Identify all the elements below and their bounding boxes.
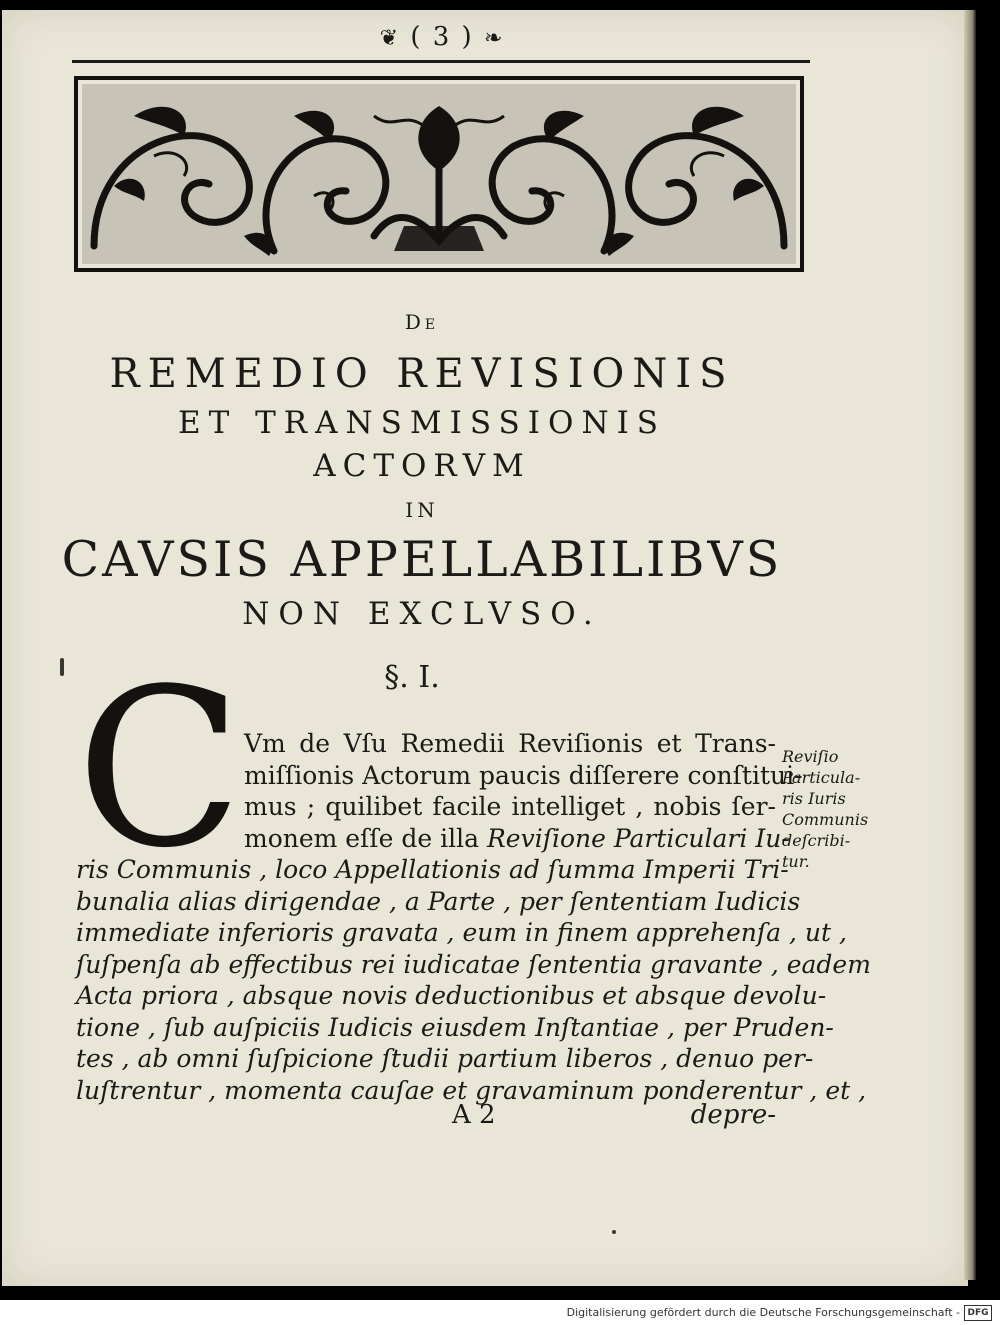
body-line-roman-part: monem eſſe de illa	[244, 823, 479, 853]
digitization-credit: Digitalisierung gefördert durch die Deutsche Forschungsgemeinschaft -	[566, 1306, 960, 1319]
floral-scroll-headpiece-icon	[74, 76, 804, 272]
ornament-right-icon: ❧	[483, 26, 505, 51]
body-line: miſſionis Actorum paucis diſſerere conſtitui-	[244, 760, 803, 790]
book-page	[2, 10, 968, 1286]
marginal-note	[782, 746, 872, 872]
marginal-line: Communis	[782, 810, 869, 829]
signature-mark: A 2	[452, 1100, 496, 1130]
catchword: depre-	[690, 1100, 776, 1130]
section-heading: §. I.	[384, 660, 440, 695]
page-edge	[964, 10, 976, 1280]
title-de: De	[404, 310, 440, 334]
title-block	[42, 310, 802, 636]
body-line: tione , ſub auſpiciis Iudicis eiusdem Inſtantiae , per Pruden-	[76, 1012, 834, 1042]
marginal-line: Particula-	[782, 768, 861, 787]
marginal-line: ris Iuris	[782, 789, 846, 808]
ink-speck	[60, 658, 64, 676]
body-line: mus ; quilibet facile intelliget , nobis ſer-	[244, 792, 776, 821]
body-line: bunalia alias dirigendae , a Parte , per ſententiam Iudicis	[76, 886, 801, 916]
body-line: luſtrentur , momenta cauſae et gravaminum ponderentur , et ,	[76, 1075, 867, 1105]
header-rule	[72, 60, 810, 63]
title-line-remedio-revisionis: REMEDIO REVISIONIS	[109, 351, 735, 397]
marginal-line: Reviſio	[782, 747, 839, 766]
body-line: ris Communis , loco Appellationis ad ſumma Imperii Tri-	[76, 855, 789, 884]
body-line-mixed	[76, 823, 790, 855]
digitization-footer	[0, 1300, 1000, 1325]
body-line-italic-part: Reviſione Particulari Iu-	[486, 823, 790, 853]
catchword-row	[76, 1100, 776, 1134]
title-line-actorum: ACTORVM	[313, 448, 531, 484]
title-line-causis-appellabilibus: CAVSIS APPELLABILIBVS	[61, 531, 783, 588]
title-line-et-transmissionis: ET TRANSMISSIONIS	[177, 405, 667, 441]
marginal-line: tur.	[782, 852, 810, 871]
title-in: IN	[405, 498, 439, 522]
body-line: ſuſpenſa ab effectibus rei iudicatae ſententia gravante , eadem	[76, 949, 871, 979]
body-line: Acta priora , absque novis deductionibus et absque devolu-	[76, 981, 827, 1010]
body-line: immediate inferioris gravata , eum in finem apprehenſa , ut ,	[76, 918, 847, 947]
body-line: Vm de Vſu Remedii Reviſionis et Trans-	[244, 729, 776, 758]
marginal-line: deſcribi-	[782, 831, 851, 850]
drop-cap: C	[76, 643, 243, 896]
body-line: tes , ab omni ſuſpicione ſtudii partium liberos , denuo per-	[76, 1044, 814, 1073]
ink-speck	[612, 1230, 616, 1234]
title-line-non-excluso: NON EXCLVSO.	[242, 596, 602, 632]
ornament-left-icon: ❦	[379, 26, 401, 51]
page-number	[352, 22, 532, 52]
page-number-text: ( 3 )	[410, 22, 474, 52]
dfg-logo-icon: DFG	[964, 1305, 992, 1321]
